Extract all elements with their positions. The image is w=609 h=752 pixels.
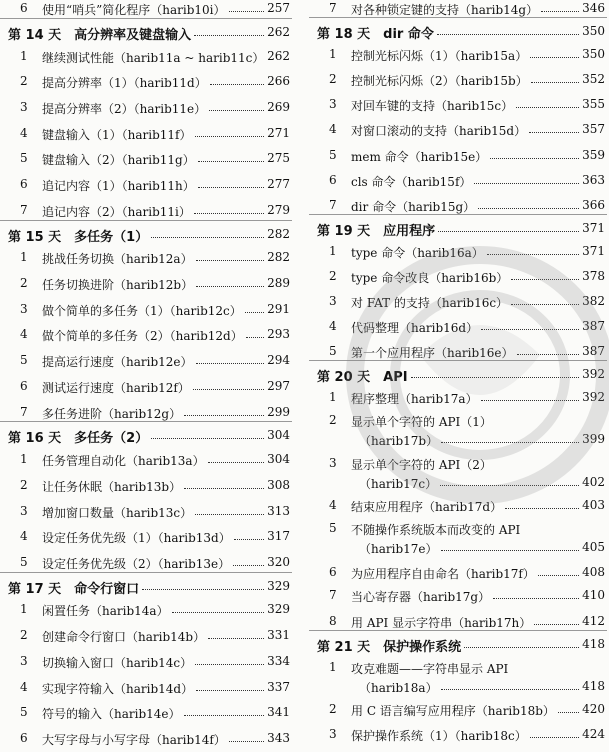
toc-entry-number: 4 [20,126,28,140]
toc-page-number: 282 [267,250,290,264]
toc-entry-number: 2 [20,478,28,492]
toc-entry[interactable] [309,264,607,290]
toc-entry-title: 设定任务优先级（1）（harib13d） [42,531,231,545]
leader-dots [172,612,264,613]
chapter-title: 第 19 天 应用程序 [317,224,436,239]
leader-dots [538,575,579,576]
leader-dots [478,208,579,209]
toc-entry[interactable] [0,121,292,147]
toc-page-number: 418 [582,679,605,693]
toc-entry-number: 6 [20,731,28,745]
leader-dots [511,279,579,280]
toc-entry[interactable] [0,271,292,297]
toc-entry-title: 任务管理自动化（harib13a） [42,454,205,468]
toc-page-number: 420 [582,702,605,716]
leader-dots [198,161,264,162]
leader-dots [184,488,264,489]
toc-entry-number: 4 [329,498,337,512]
toc-entry[interactable] [0,726,292,752]
leader-dots [193,389,264,390]
toc-entry[interactable] [0,447,292,473]
toc-entry[interactable] [0,473,292,499]
toc-entry-title: type 命令（harib16a） [351,246,484,260]
toc-entry-title: 测试运行速度（harib12f） [42,381,190,395]
toc-page-number: 387 [582,319,605,333]
leader-dots [487,254,579,255]
toc-page-number: 329 [267,579,290,593]
toc-page-number: 343 [267,731,290,745]
chapter-divider [309,214,607,215]
toc-entry-title: 不随操作系统版本而改变的 API [351,523,521,537]
toc-entry-number: 5 [329,148,337,162]
toc-entry[interactable] [0,44,292,70]
chapter-title: 第 21 天 保护操作系统 [317,640,462,655]
toc-entry-number: 6 [20,379,28,393]
toc-page-number: 294 [267,353,290,367]
leader-dots [195,664,264,665]
toc-entry-number: 3 [329,97,337,111]
toc-page-number: 355 [582,97,605,111]
toc-entry-number: 3 [20,302,28,316]
leader-dots [411,377,579,378]
toc-page-number: 352 [582,72,605,86]
toc-entry[interactable] [309,289,607,315]
toc-entry-number: 4 [20,529,28,543]
toc-entry-number: 1 [20,602,28,616]
toc-page-number: 262 [267,49,290,63]
toc-entry-title: 为应用程序自由命名（harib17f） [351,567,535,581]
toc-entry[interactable] [0,69,292,95]
toc-entry-title: 结束应用程序（harib17d） [351,500,503,514]
leader-dots [464,647,579,648]
toc-entry-number: 2 [20,628,28,642]
leader-dots [209,110,264,111]
toc-page-number: 317 [267,529,290,543]
leader-dots [481,329,579,330]
toc-entry-title: 用 C 语言编写应用程序（harib18b） [351,704,555,718]
toc-entry-title: 任务切换进阶（harib12b） [42,278,194,292]
toc-entry[interactable] [309,143,607,169]
toc-entry-title: 对 FAT 的支持（harib16c） [351,296,509,310]
toc-page-number: 424 [582,727,605,741]
toc-entry-title: 多任务进阶（harib12g） [42,407,182,421]
toc-entry-title: 对各种锁定键的支持（harib14g） [351,3,539,17]
leader-dots [541,11,579,12]
chapter-title: 第 17 天 命令行窗口 [8,582,140,597]
leader-dots [441,442,579,443]
toc-entry[interactable] [0,172,292,198]
toc-page-number: 257 [267,1,290,15]
leader-dots [142,589,264,590]
toc-chapter-heading[interactable] [0,20,292,46]
toc-entry[interactable] [309,451,607,495]
chapter-divider [309,360,607,361]
toc-entry-title: 对窗口滚动的支持（harib15d） [351,124,527,138]
toc-entry[interactable] [0,95,292,121]
toc-page-number: 334 [267,654,290,668]
toc-entry-number: 3 [20,100,28,114]
leader-dots [208,638,264,639]
toc-entry-title: 符号的输入（harib14e） [42,707,181,721]
leader-dots [474,183,579,184]
leader-dots [511,304,579,305]
leader-dots [438,231,579,232]
toc-entry[interactable] [309,239,607,265]
leader-dots [233,565,264,566]
toc-entry-title: 切换输入窗口（harib14c） [42,656,193,670]
leader-dots [530,57,579,58]
toc-entry[interactable] [309,117,607,143]
toc-entry-title-continued: （harib17c） [359,477,438,491]
leader-dots [234,539,264,540]
leader-dots [534,624,579,625]
toc-page-number: 371 [582,221,605,235]
toc-page-number: 402 [582,475,605,489]
toc-entry[interactable] [0,348,292,374]
toc-entry-title: 设定任务优先级（2）（harib13e） [42,557,231,571]
toc-entry[interactable] [0,374,292,400]
toc-entry-number: 6 [20,1,28,15]
toc-page-number: 282 [267,227,290,241]
toc-entry-number: 7 [329,588,337,602]
toc-entry[interactable] [0,524,292,550]
toc-page-number: 366 [582,198,605,212]
toc-entry-title-continued: （harib18a） [359,681,438,695]
toc-page-number: 308 [267,478,290,492]
leader-dots [558,712,579,713]
toc-page-number: 266 [267,74,290,88]
chapter-title: 第 16 天 多任务（2） [8,431,149,446]
toc-entry-title: type 命令改良（harib16b） [351,271,509,285]
toc-entry-number: 3 [20,654,28,668]
toc-entry-title: 闲置任务（harib14a） [42,604,169,618]
toc-entry[interactable] [309,67,607,93]
toc-entry[interactable] [0,245,292,271]
toc-entry-title: 保护操作系统（1）（harib18c） [351,729,527,743]
toc-entry-number: 2 [329,413,337,427]
toc-entry-title: 提高分辨率（2）（harib11e） [42,102,207,116]
toc-entry-title: 使用“哨兵”简化程序（harib10i） [42,3,226,17]
toc-entry-title: 实现字符输入（harib14d） [42,682,194,696]
toc-entry-number: 5 [20,151,28,165]
toc-page-number: 291 [267,302,290,316]
toc-page-number: 279 [267,203,290,217]
toc-page-number: 359 [582,148,605,162]
toc-page-number: 271 [267,126,290,140]
leader-dots [196,286,264,287]
toc-entry-title: 继续测试性能（harib11a ~ harib11c） [42,51,265,65]
toc-entry-number: 2 [329,269,337,283]
toc-entry-number: 4 [20,680,28,694]
toc-entry-number: 2 [329,72,337,86]
toc-entry-title: 显示单个字符的 API（2） [351,458,492,472]
toc-entry-number: 2 [20,276,28,290]
toc-entry-title: 做个简单的多任务（2）（harib12d） [42,329,243,343]
toc-page-number: 331 [267,628,290,642]
toc-entry[interactable] [309,516,607,560]
leader-dots [196,260,264,261]
toc-entry[interactable] [0,675,292,701]
toc-page-number: 262 [267,25,290,39]
toc-page-number: 329 [267,602,290,616]
toc-entry-number: 3 [20,504,28,518]
toc-entry-title: 做个简单的多任务（1）（harib12c） [42,304,242,318]
toc-page-number: 371 [582,244,605,258]
leader-dots [529,132,579,133]
toc-entry-number: 5 [20,705,28,719]
leader-dots [184,715,264,716]
toc-entry-title: 创建命令行窗口（harib14b） [42,630,206,644]
leader-dots [196,363,264,364]
toc-entry-number: 6 [329,173,337,187]
toc-entry-title: 第一个应用程序（harib16e） [351,346,514,360]
toc-entry-title: cls 命令（harib15f） [351,175,472,189]
leader-dots [531,82,579,83]
toc-page-number: 410 [582,588,605,602]
leader-dots [493,598,579,599]
toc-entry-title: 控制光标闪烁（2）（harib15b） [351,74,528,88]
chapter-divider [0,421,292,422]
leader-dots [229,11,264,12]
toc-entry-number: 1 [20,250,28,264]
toc-page-number: 341 [267,705,290,719]
toc-entry-title: 当心寄存器（harib17g） [351,590,491,604]
toc-entry-number: 1 [329,660,337,674]
toc-entry-title: mem 命令（harib15e） [351,150,488,164]
leader-dots [505,508,579,509]
toc-entry-title: 大写字母与小写字母（harib14f） [42,733,226,747]
toc-page-number: 313 [267,504,290,518]
toc-page-number: 392 [582,367,605,381]
toc-entry[interactable] [0,322,292,348]
toc-entry[interactable] [0,623,292,649]
toc-entry[interactable] [0,146,292,172]
toc-page-number: 350 [582,47,605,61]
toc-entry[interactable] [309,168,607,194]
leader-dots [151,438,264,439]
toc-entry[interactable] [0,700,292,726]
toc-chapter-heading[interactable] [0,423,292,449]
toc-entry-number: 7 [20,203,28,217]
leader-dots [151,237,264,238]
toc-entry[interactable] [309,583,607,609]
toc-entry-number: 5 [20,555,28,569]
toc-entry-title: 增加窗口数量（harib13c） [42,506,193,520]
toc-entry[interactable] [309,655,607,699]
toc-entry-title: 键盘输入（2）（harib11g） [42,153,195,167]
chapter-title: 第 14 天 高分辨率及键盘输入 [8,28,192,43]
leader-dots [441,689,579,690]
toc-entry-title: 提高分辨率（1）（harib11d） [42,76,207,90]
toc-page-number: 304 [267,452,290,466]
toc-entry-title-continued: （harib17b） [359,434,439,448]
toc-entry-title: 控制光标闪烁（1）（harib15a） [351,49,528,63]
toc-entry-title-continued: （harib17e） [359,542,438,556]
toc-entry-number: 6 [329,565,337,579]
toc-page-number: 392 [582,390,605,404]
toc-entry-number: 7 [20,405,28,419]
toc-page-number: 297 [267,379,290,393]
toc-page-number: 337 [267,680,290,694]
leader-dots [196,690,264,691]
toc-entry-number: 3 [329,294,337,308]
toc-entry[interactable] [309,408,607,452]
toc-entry-title: 让任务休眠（harib13b） [42,480,182,494]
toc-page-number: 363 [582,173,605,187]
toc-entry-title: 攻克难题——字符串显示 API [351,662,509,676]
toc-page-number: 418 [582,637,605,651]
toc-entry-title: dir 命令（harib15g） [351,200,476,214]
toc-entry-title: 对回车键的支持（harib15c） [351,99,514,113]
toc-page-number: 412 [582,614,605,628]
leader-dots [441,550,579,551]
toc-entry-number: 5 [329,521,337,535]
toc-entry-number: 2 [329,702,337,716]
toc-entry-title: 用 API 显示字符串（harib17h） [351,616,532,630]
leader-dots [195,514,264,515]
toc-entry[interactable] [309,722,607,748]
toc-entry[interactable] [0,597,292,623]
toc-page-number: 403 [582,498,605,512]
chapter-divider [309,17,607,18]
leader-dots [194,35,264,36]
toc-page-number: 405 [582,540,605,554]
chapter-title: 第 18 天 dir 命令 [317,27,434,42]
toc-entry-title: 程序整理（harib17a） [351,392,478,406]
toc-entry[interactable] [309,314,607,340]
chapter-title: 第 20 天 API [317,370,408,385]
leader-dots [210,84,264,85]
leader-dots [440,485,579,486]
leader-dots [194,213,264,214]
leader-dots [490,158,579,159]
toc-page-number: 304 [267,428,290,442]
toc-page-number: 289 [267,276,290,290]
toc-entry[interactable] [309,42,607,68]
leader-dots [229,741,264,742]
toc-page-number: 378 [582,269,605,283]
toc-entry-title: 代码整理（harib16d） [351,321,479,335]
toc-page-number: 357 [582,122,605,136]
toc-entry-number: 5 [20,353,28,367]
chapter-divider [0,18,292,19]
toc-entry-title: 追记内容（1）（harib11h） [42,179,195,193]
toc-entry-number: 3 [329,727,337,741]
chapter-divider [309,630,607,631]
toc-entry-number: 1 [20,49,28,63]
toc-entry-number: 1 [329,47,337,61]
leader-dots [516,107,579,108]
toc-entry-number: 7 [329,198,337,212]
toc-entry[interactable] [309,697,607,723]
toc-page-number: 275 [267,151,290,165]
leader-dots [184,415,264,416]
toc-entry-title: 提高运行速度（harib12e） [42,355,193,369]
toc-entry-number: 8 [329,614,337,628]
toc-entry-number: 7 [329,1,337,15]
toc-entry[interactable] [0,499,292,525]
toc-entry-number: 3 [329,456,337,470]
toc-page-number: 293 [267,327,290,341]
leader-dots [437,34,579,35]
leader-dots [517,354,579,355]
toc-entry-number: 1 [329,390,337,404]
toc-entry-number: 4 [329,122,337,136]
toc-entry-number: 1 [20,452,28,466]
toc-entry-title: 显示单个字符的 API（1） [351,415,492,429]
toc-entry-number: 6 [20,177,28,191]
toc-page-number: 382 [582,294,605,308]
toc-page-number: 299 [267,405,290,419]
toc-page-number: 277 [267,177,290,191]
toc-entry-number: 4 [20,327,28,341]
toc-page-number: 346 [582,1,605,15]
leader-dots [481,400,579,401]
leader-dots [198,187,264,188]
toc-entry-number: 1 [329,244,337,258]
toc-page-number: 408 [582,565,605,579]
toc-entry-title: 追记内容（2）（harib11i） [42,205,191,219]
leader-dots [245,312,264,313]
toc-page-number: 399 [582,432,605,446]
leader-dots [246,337,264,338]
toc-entry[interactable] [0,297,292,323]
toc-entry-number: 4 [329,319,337,333]
leader-dots [530,737,579,738]
toc-page-number: 320 [267,555,290,569]
leader-dots [195,136,264,137]
toc-entry-number: 2 [20,74,28,88]
toc-entry-title: 挑战任务切换（harib12a） [42,252,193,266]
chapter-title: 第 15 天 多任务（1） [8,230,149,245]
chapter-divider [0,572,292,573]
toc-page-number: 387 [582,344,605,358]
leader-dots [208,462,264,463]
toc-page-number: 269 [267,100,290,114]
chapter-divider [0,220,292,221]
toc-entry-title: 键盘输入（1）（harib11f） [42,128,192,142]
toc-page-number: 350 [582,24,605,38]
toc-entry[interactable] [0,649,292,675]
toc-entry[interactable] [309,92,607,118]
toc-entry-number: 5 [329,344,337,358]
